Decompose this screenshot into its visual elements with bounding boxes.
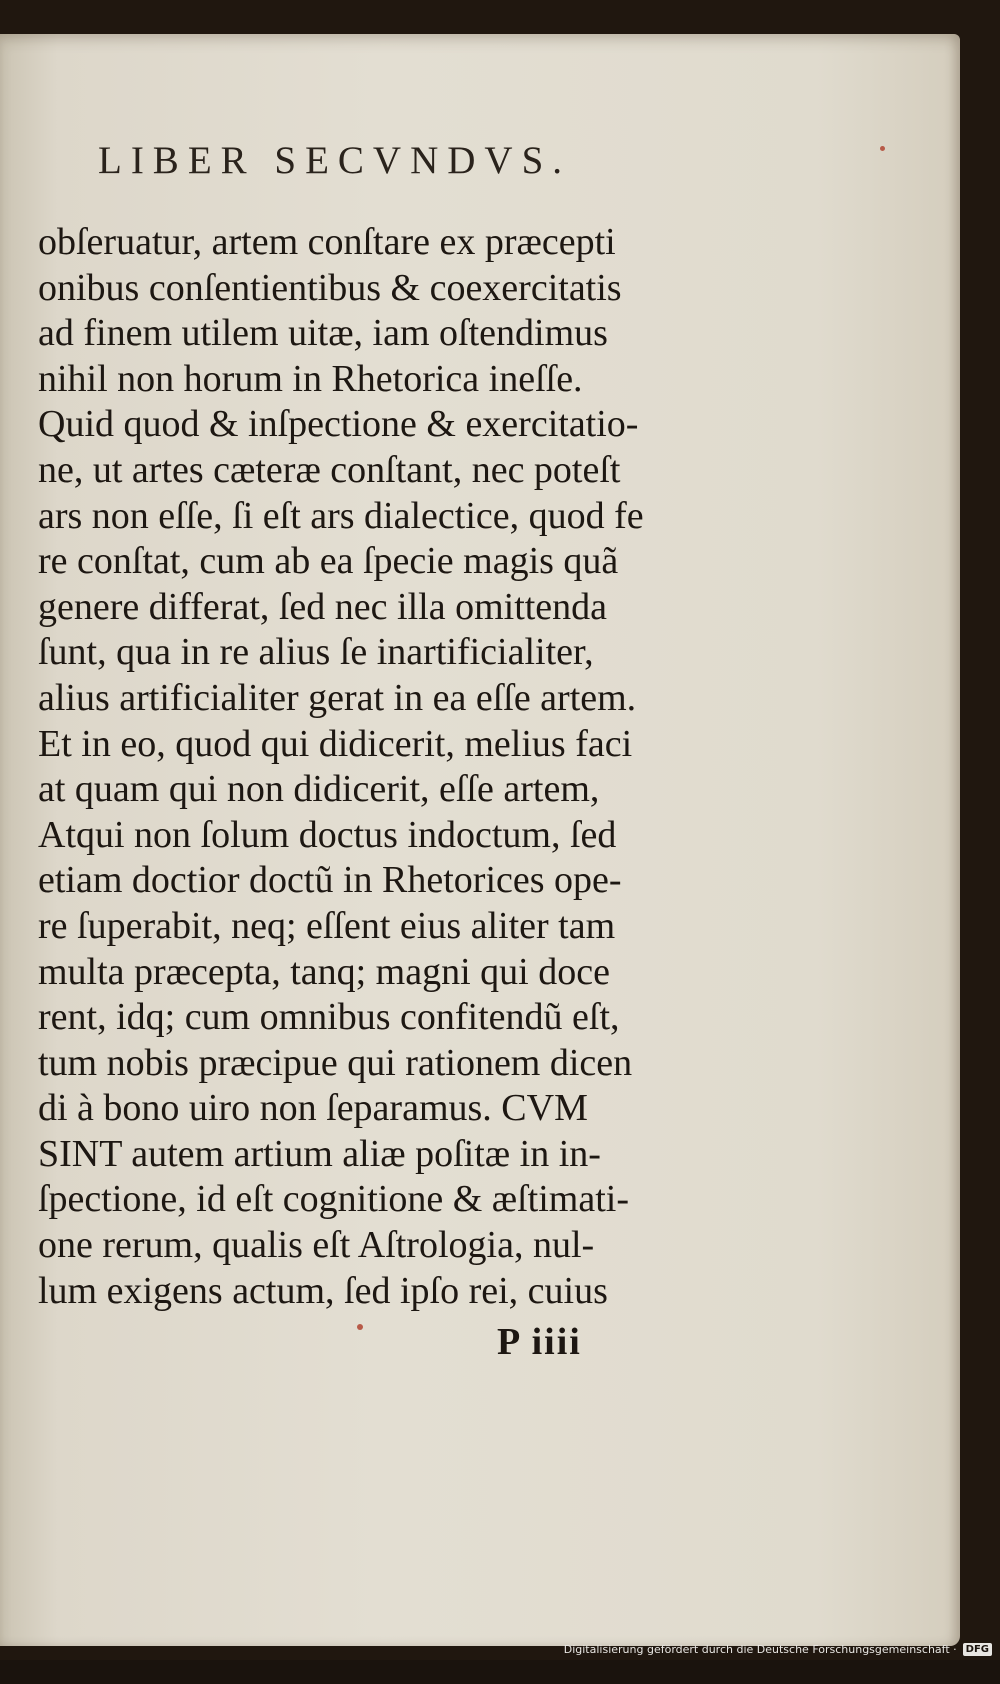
text-line: re ſuperabit, neq; eſſent eius aliter tam: [38, 904, 616, 947]
book-page: [0, 34, 960, 1646]
digitization-credit: [564, 1643, 992, 1656]
text-line: tum nobis præcipue qui rationem dicen: [38, 1041, 633, 1084]
text-line: one rerum, qualis eſt Aſtrologia, nul-: [38, 1224, 595, 1267]
text-line: etiam doctior doctũ in Rhetorices ope-: [38, 859, 622, 902]
credit-text: Digitalisierung gefördert durch die Deutsche Forschungsgemeinschaft ·: [563, 1643, 957, 1656]
text-line: Et in eo, quod qui didicerit, melius faci: [38, 722, 633, 765]
text-line: Atqui non ſolum doctus indoctum, ſed: [38, 813, 617, 856]
ink-spot: [357, 1324, 363, 1330]
dfg-logo: DFG: [963, 1643, 992, 1656]
text-line: re conſtat, cum ab ea ſpecie magis quã: [38, 540, 619, 583]
body-text: [38, 220, 678, 1314]
text-line: genere differat, ſed nec illa omittenda: [38, 585, 608, 628]
signature-mark: P iiii: [497, 1321, 582, 1363]
text-line: lum exigens actum, ſed ipſo rei, cuius: [38, 1269, 608, 1312]
text-line: SINT autem artium aliæ poſitæ in in-: [38, 1132, 601, 1175]
text-line: di à bono uiro non ſeparamus. CVM: [38, 1087, 588, 1130]
text-line: obſeruatur, artem conſtare ex præcepti: [38, 221, 616, 263]
text-line: at quam qui non didicerit, eſſe artem,: [38, 768, 600, 811]
ink-spot: [880, 146, 885, 151]
text-line: ſpectione, id eſt cognitione & æſtimati-: [38, 1178, 629, 1221]
text-line: ſunt, qua in re alius ſe inartificialiter,: [38, 631, 594, 674]
text-line: ad finem utilem uitæ, iam oſtendimus: [38, 312, 608, 355]
text-line: ne, ut artes cæteræ conſtant, nec poteſt: [38, 448, 621, 491]
text-line: nihil non horum in Rhetorica ineſſe.: [38, 357, 583, 400]
text-line: alius artificialiter gerat in ea eſſe artem.: [38, 676, 637, 719]
text-line: onibus conſentientibus & coexercitatis: [38, 266, 622, 309]
text-line: ars non eſſe, ſi eſt ars dialectice, quod fe: [38, 494, 644, 537]
text-line: multa præcepta, tanq; magni qui doce: [38, 950, 610, 993]
text-line: rent, idq; cum omnibus confitendũ eſt,: [38, 996, 620, 1039]
running-head: LIBER SECVNDVS.: [98, 139, 572, 182]
text-line: Quid quod & inſpectione & exercitatio-: [38, 403, 639, 446]
